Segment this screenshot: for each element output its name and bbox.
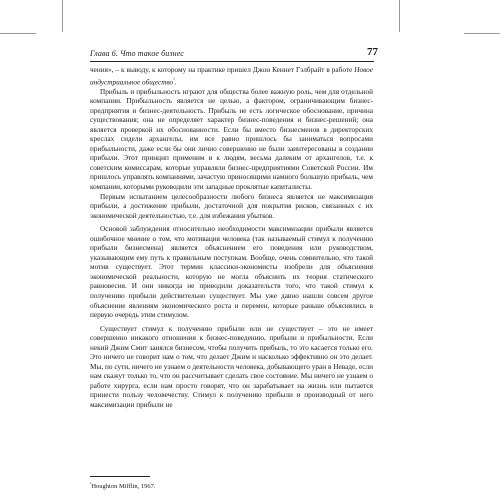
crop-mark-right-top <box>464 33 500 34</box>
crop-mark-top-right <box>399 0 400 32</box>
paragraph-text: Существует стимул к получению прибыли или не существует – это не имеет совершенно никакого отношения к бизнес-поведению, прибыли и прибыльности. Если некий Джим Смит занялся бизнесом, чтобы получить прибыль, то это касается только его. Это ничего не говорит нам о том, что делает Джим и насколько эффективно он это делает. Мы, по сути, ничего не узнаем о деятельности человека, добывающего уран в Неваде, если нам скажут только то, что он рассчитывает сделать свое состояние. Мы ничего не узнаем о работе хирурга, если нам просто говорят, что он зарабатывает на жизнь или пытается принести пользу человечеству. Стимул к получению прибыли и производный от него максимизации прибыли не <box>90 324 373 409</box>
paragraph-text: чения», – к выводу, к которому на практике пришел Джон Кеннет Гэлбрайт в работе <box>90 66 355 74</box>
paragraph <box>90 88 373 193</box>
body-text <box>90 66 373 411</box>
paragraph-text: . <box>174 77 177 86</box>
paragraph <box>90 66 373 88</box>
paragraph-text: Основой заблуждения относительно необходимости максимизации прибыли является ошибочное мнение о том, что мотивация человека (так называемый стимул к получению прибыли бизнесмена) является объяснением его поведения или руководством, указывающим ему путь к правильным поступкам. Вообще, очень сомнительно, что такой мотив существует. Этот термин классики-экономисты изобрели для объяснения экономической реальности, которую не могла объяснить их теория статического равновесия. И они никогда не приводили доказательств того, что такой стимул к получению прибыли действительно существует. Мы уже давно нашли совсем другое объяснение явлениям экономического роста и перемен, которые раньше объяснялись в первую очередь этим стимулом. <box>90 225 373 320</box>
paragraph-text: Первым испытанием целесообразности любого бизнеса является не максимизация прибыли, а достижение прибыли, достаточной для покрытия рисков, связанных с их экономической деятельностью, т.е. для избежания убытков. <box>90 192 373 220</box>
crop-mark-left-top <box>0 33 36 34</box>
footnote-reference: ³ <box>173 77 175 83</box>
footnote-marker: ³ <box>90 481 92 486</box>
paragraph-text: Прибыль и прибыльность играют для общества более важную роль, чем для отдельной компании. Прибыльность является не целью, а фактором, ограничивающим бизнес-предприятия и бизнес-деятельность. Прибыль не есть логическое обоснование, причина существования; она не определяет характер бизнес-поведения и бизнес-решений; она является проверкой их обоснованности. Если бы вместо бизнесменов в директорских креслах сидели архангелы, им все равно пришлось бы заниматься вопросами прибыльности, даже если бы они лично совершенно не были заинтересованы в создании прибыли. Этот принцип применим и к людям, весьма далеким от архангелов, т.е. к советским комиссарам, которые управляли бизнес-предприятиями Советской России. Им пришлось управлять компаниями, зачастую приносящими намного большую прибыль, чем компании, которыми руководили эти западные проклятые капиталисты. <box>90 87 373 191</box>
page-number: 77 <box>367 46 378 58</box>
paragraph <box>90 193 373 222</box>
crop-mark-top-left <box>62 0 63 32</box>
header-rule <box>90 61 374 62</box>
paragraph <box>90 325 373 411</box>
footnote <box>90 480 156 491</box>
footnote-rule <box>90 476 150 477</box>
paragraph <box>90 225 373 320</box>
running-head: Глава 6. Что такое бизнес <box>90 49 184 58</box>
book-title: Новое индустриальное общество <box>90 66 373 86</box>
footnote-text: Houghton Mifflin, 1967. <box>91 483 156 491</box>
